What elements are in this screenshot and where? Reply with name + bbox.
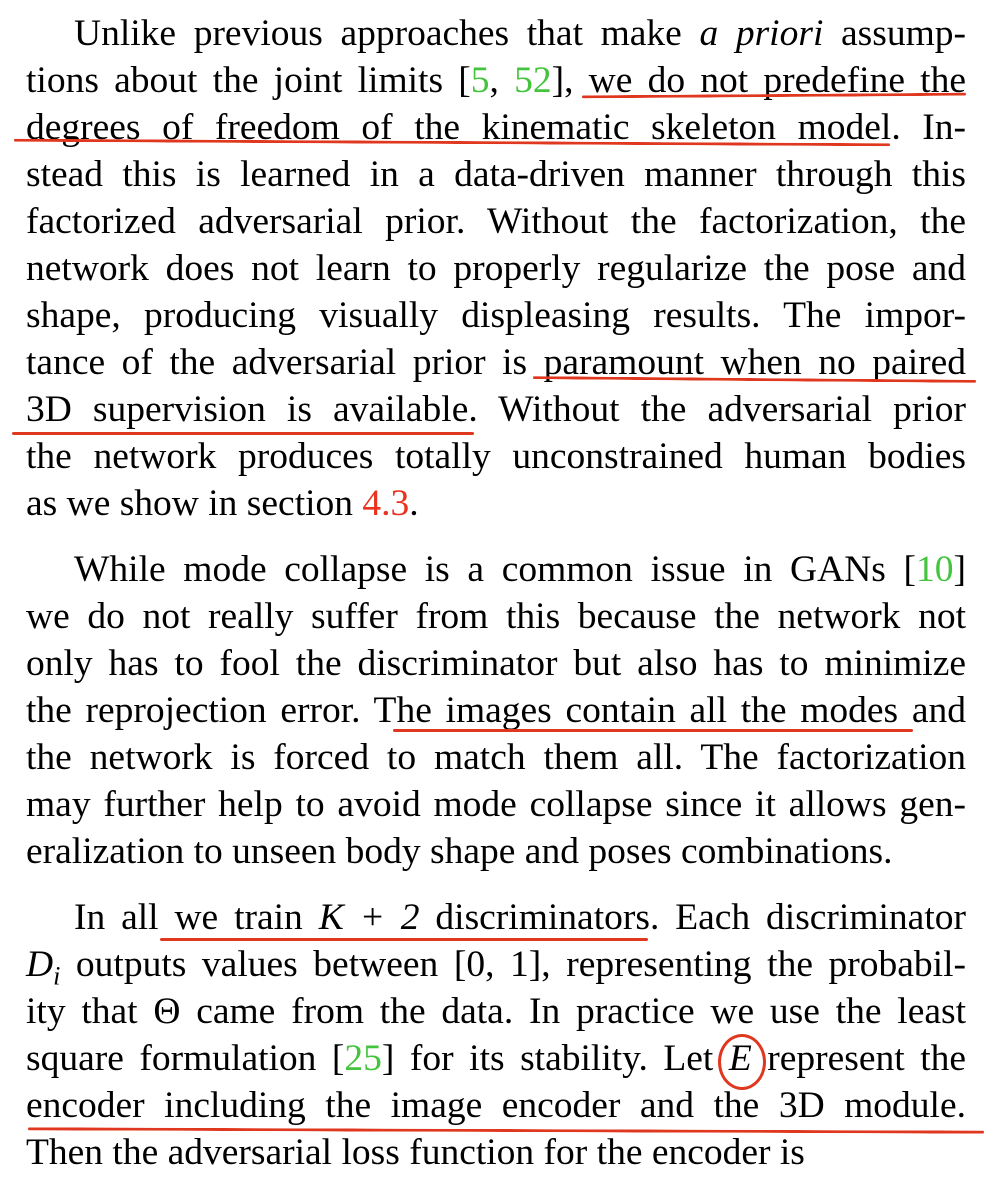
text-line: 3D supervision is available. Without the adversarial prior	[26, 389, 966, 430]
section-reference-link[interactable]: 4.3	[362, 483, 410, 524]
text-line: shape, producing visually displeasing results. The impor-	[26, 295, 966, 336]
text-line: the network produces totally unconstrained human bodies	[26, 436, 966, 477]
citation-link[interactable]: 10	[916, 549, 954, 590]
math-symbol: E	[728, 1038, 752, 1079]
text-line: the network is forced to match them all. The factorization	[26, 737, 966, 778]
text-line: Unlike previous approaches that make a priori assump-	[74, 13, 966, 54]
text-line: may further help to avoid mode collapse since it allows gen-	[26, 784, 966, 825]
text-line: encoder including the image encoder and the 3D module.	[26, 1085, 966, 1126]
text-line: degrees of freedom of the kinematic skeleton model. In-	[26, 107, 966, 148]
annotation-underline	[12, 432, 474, 435]
text-line: only has to fool the discriminator but also has to minimize	[26, 643, 966, 684]
annotation-underline	[393, 729, 913, 732]
annotation-underline	[160, 938, 648, 941]
citation-link[interactable]: 5	[470, 60, 490, 101]
citation-link[interactable]: 52	[514, 60, 552, 101]
text-line: tions about the joint limits [5, 52], we do not predefine the	[26, 60, 966, 101]
text-line: stead this is learned in a data-driven manner through this	[26, 154, 966, 195]
text-line: In all we train K + 2 discriminators. Each discriminator	[74, 897, 966, 938]
text-line: as we show in section 4.3.	[26, 483, 419, 524]
text-line: tance of the adversarial prior is paramount when no paired	[26, 342, 966, 383]
text-line: eralization to unseen body shape and poses combinations.	[26, 831, 893, 872]
text-line: While mode collapse is a common issue in GANs [10]	[74, 549, 966, 590]
annotation-circle	[718, 1034, 766, 1090]
text-line: we do not really suffer from this because the network not	[26, 596, 966, 637]
citation-link[interactable]: 25	[344, 1038, 382, 1079]
text-line: $D_i$ outputs values between [0, 1], representing the probabil-	[26, 944, 966, 991]
text-line: factorized adversarial prior. Without the factorization, the	[26, 201, 966, 242]
math-symbol: D	[26, 944, 54, 985]
text-line: square formulation [25] for its stability. Let E represent the	[26, 1038, 967, 1079]
math-subscript: i	[53, 961, 61, 991]
math-expression: K + 2	[318, 897, 420, 938]
text-line: network does not learn to properly regularize the pose and	[26, 248, 966, 289]
text-line: ity that Θ came from the data. In practice we use the least	[26, 991, 966, 1032]
text-line: the reprojection error. The images contain all the modes and	[26, 690, 966, 731]
text-line: Then the adversarial loss function for the encoder is	[26, 1132, 805, 1173]
